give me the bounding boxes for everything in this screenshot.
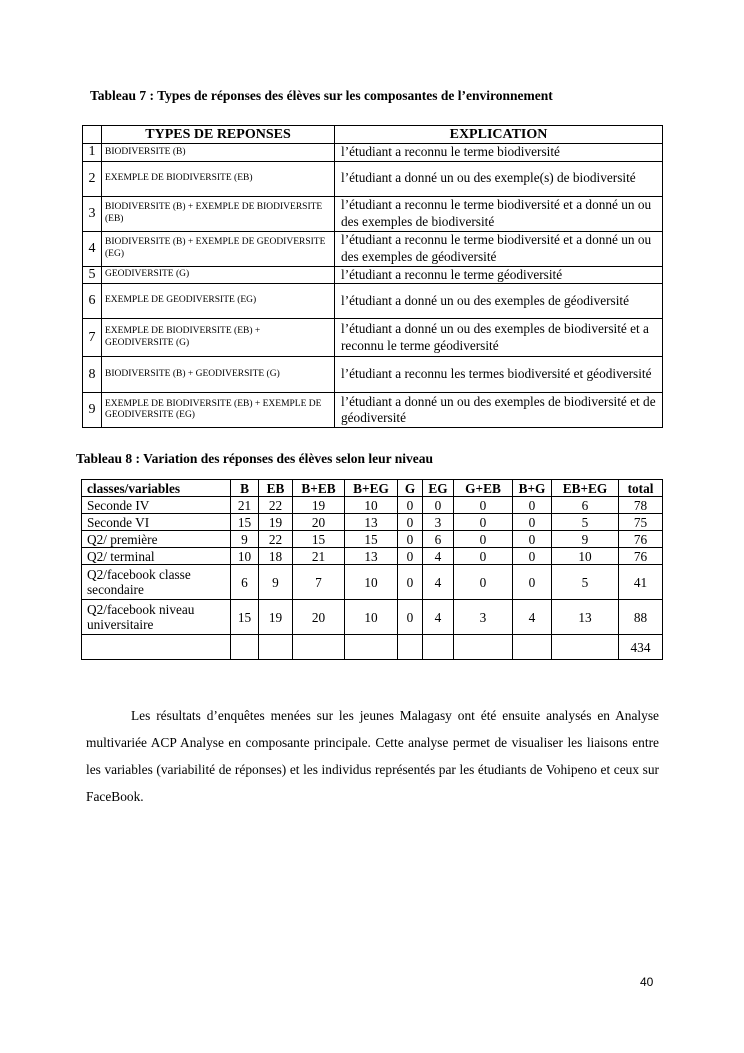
cell-value: 5 [552,565,619,600]
empty-cell [552,635,619,660]
cell-value: 6 [423,531,454,548]
table7-row [83,357,663,393]
class-label: Q2/ première [82,531,231,548]
table8-header-row [82,480,663,497]
cell-total: 78 [619,497,663,514]
cell-value: 7 [293,565,345,600]
cell-value: 15 [345,531,398,548]
response-explanation: l’étudiant a reconnu le terme biodiversité et a donné un ou des exemples de biodiversité [335,196,663,231]
header-b: B [231,480,259,497]
row-number: 8 [83,357,102,393]
table8-row [82,548,663,565]
cell-value: 15 [293,531,345,548]
cell-value: 0 [398,514,423,531]
cell-value: 13 [552,600,619,635]
empty-cell [82,635,231,660]
empty-cell [513,635,552,660]
cell-value: 15 [231,600,259,635]
cell-value: 18 [259,548,293,565]
table7-header-num [83,126,102,144]
table7-row [83,393,663,428]
cell-value: 22 [259,531,293,548]
table7-row [83,196,663,231]
table8-row [82,600,663,635]
table7-row [83,319,663,357]
table7-header-explanation: EXPLICATION [335,126,663,144]
cell-value: 22 [259,497,293,514]
empty-cell [454,635,513,660]
cell-value: 0 [398,565,423,600]
class-label: Seconde VI [82,514,231,531]
cell-value: 0 [398,497,423,514]
cell-value: 0 [513,514,552,531]
cell-value: 0 [454,565,513,600]
response-type: BIODIVERSITE (B) + EXEMPLE DE GEODIVERSITE (EG) [102,231,335,266]
response-explanation: l’étudiant a reconnu le terme biodiversité et a donné un ou des exemples de géodiversité [335,231,663,266]
grand-total: 434 [619,635,663,660]
cell-total: 76 [619,531,663,548]
cell-value: 19 [293,497,345,514]
response-explanation: l’étudiant a reconnu le terme géodiversité [335,266,663,284]
cell-value: 10 [231,548,259,565]
cell-value: 19 [259,514,293,531]
response-explanation: l’étudiant a reconnu le terme biodiversité [335,144,663,162]
response-explanation: l’étudiant a donné un ou des exemples de géodiversité [335,284,663,319]
cell-value: 0 [398,548,423,565]
cell-value: 0 [398,531,423,548]
response-explanation: l’étudiant a donné un ou des exemple(s) de biodiversité [335,161,663,196]
table8-row [82,531,663,548]
table7-header-type: TYPES DE REPONSES [102,126,335,144]
cell-value: 0 [513,497,552,514]
cell-value: 9 [231,531,259,548]
cell-value: 0 [513,531,552,548]
header-b-eb: B+EB [293,480,345,497]
table8-total-row [82,635,663,660]
page-number: 40 [640,975,654,989]
cell-value: 0 [513,548,552,565]
cell-total: 76 [619,548,663,565]
row-number: 2 [83,161,102,196]
row-number: 6 [83,284,102,319]
cell-value: 6 [552,497,619,514]
cell-total: 88 [619,600,663,635]
response-explanation: l’étudiant a donné un ou des exemples de biodiversité et a reconnu le terme géodiversité [335,319,663,357]
table8-row [82,565,663,600]
response-type: EXEMPLE DE GEODIVERSITE (EG) [102,284,335,319]
cell-value: 3 [423,514,454,531]
cell-value: 3 [454,600,513,635]
row-number: 3 [83,196,102,231]
response-type: EXEMPLE DE BIODIVERSITE (EB) + EXEMPLE DE GEODIVERSITE (EG) [102,393,335,428]
response-type: BIODIVERSITE (B) [102,144,335,162]
cell-value: 9 [259,565,293,600]
cell-value: 10 [552,548,619,565]
response-type: BIODIVERSITE (B) + GEODIVERSITE (G) [102,357,335,393]
cell-value: 4 [423,548,454,565]
cell-value: 0 [423,497,454,514]
response-type: BIODIVERSITE (B) + EXEMPLE DE BIODIVERSITE (EB) [102,196,335,231]
cell-value: 0 [513,565,552,600]
cell-value: 0 [454,548,513,565]
cell-value: 9 [552,531,619,548]
header-b-g: B+G [513,480,552,497]
cell-value: 21 [293,548,345,565]
empty-cell [345,635,398,660]
table7-row [83,284,663,319]
cell-value: 4 [423,565,454,600]
cell-value: 21 [231,497,259,514]
header-g: G [398,480,423,497]
response-type: EXEMPLE DE BIODIVERSITE (EB) [102,161,335,196]
class-label: Q2/ terminal [82,548,231,565]
paragraph-text: Les résultats d’enquêtes menées sur les jeunes Malagasy ont été ensuite analysés en Analyse multivariée ACP Analyse en composante principale. Cette analyse permet de visualiser les liaisons entre les variables (variabilité de réponses) et les individus représentés par les étudiants de Vohipeno et ceux sur FaceBook. [86,708,659,804]
table7-header-row [83,126,663,144]
cell-value: 6 [231,565,259,600]
cell-value: 4 [513,600,552,635]
row-number: 7 [83,319,102,357]
cell-value: 0 [454,497,513,514]
cell-value: 0 [454,514,513,531]
empty-cell [259,635,293,660]
table8-response-variation [81,479,663,660]
response-explanation: l’étudiant a donné un ou des exemples de biodiversité et de géodiversité [335,393,663,428]
class-label: Q2/facebook niveau universitaire [82,600,231,635]
cell-total: 41 [619,565,663,600]
header-b-eg: B+EG [345,480,398,497]
class-label: Q2/facebook classe secondaire [82,565,231,600]
class-label: Seconde IV [82,497,231,514]
table8-caption: Tableau 8 : Variation des réponses des élèves selon leur niveau [76,451,434,466]
table7-row [83,266,663,284]
table7-row [83,161,663,196]
cell-value: 0 [398,600,423,635]
cell-value: 13 [345,548,398,565]
row-number: 1 [83,144,102,162]
cell-value: 10 [345,565,398,600]
cell-value: 10 [345,600,398,635]
row-number: 4 [83,231,102,266]
response-explanation: l’étudiant a reconnu les termes biodiversité et géodiversité [335,357,663,393]
table8-row [82,514,663,531]
cell-value: 5 [552,514,619,531]
empty-cell [423,635,454,660]
header-classes-variables: classes/variables [82,480,231,497]
response-type: GEODIVERSITE (G) [102,266,335,284]
table7-caption: Tableau 7 : Types de réponses des élèves sur les composantes de l’environnement [90,88,553,103]
empty-cell [293,635,345,660]
cell-value: 15 [231,514,259,531]
cell-value: 4 [423,600,454,635]
table7-response-types [82,125,663,428]
empty-cell [231,635,259,660]
header-eb-eg: EB+EG [552,480,619,497]
table8-row [82,497,663,514]
header-total: total [619,480,663,497]
body-paragraph [86,702,659,810]
row-number: 5 [83,266,102,284]
response-type: EXEMPLE DE BIODIVERSITE (EB) + GEODIVERSITE (G) [102,319,335,357]
header-eb: EB [259,480,293,497]
table7-row [83,144,663,162]
table7-row [83,231,663,266]
header-eg: EG [423,480,454,497]
cell-value: 20 [293,514,345,531]
cell-value: 10 [345,497,398,514]
cell-value: 0 [454,531,513,548]
cell-total: 75 [619,514,663,531]
row-number: 9 [83,393,102,428]
empty-cell [398,635,423,660]
cell-value: 20 [293,600,345,635]
cell-value: 19 [259,600,293,635]
cell-value: 13 [345,514,398,531]
header-g-eb: G+EB [454,480,513,497]
